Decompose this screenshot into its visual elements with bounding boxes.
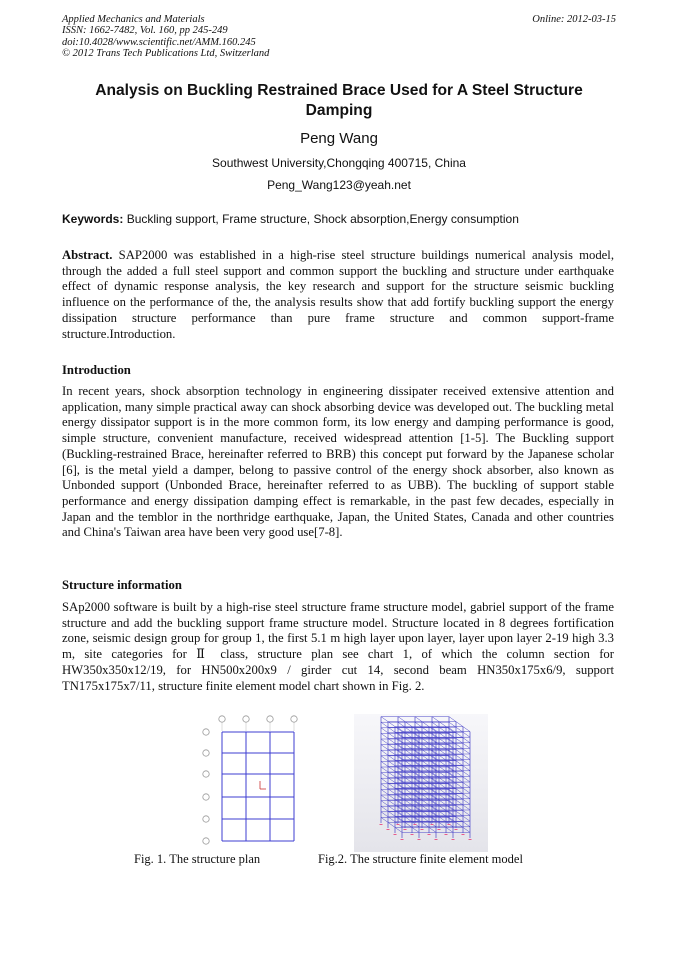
journal-header — [62, 14, 616, 60]
abstract-label: Abstract. — [62, 248, 113, 262]
axis-bubble — [203, 838, 209, 844]
doi-line: doi:10.4028/www.scientific.net/AMM.160.245 — [62, 36, 256, 48]
introduction-text: In recent years, shock absorption technology in engineering dissipater received extensive attention and application, many simple practical away can shock absorbing device was developed out. The buckling metal energy dissipator support is in the more common form, its low energy and damping performance is good, simple structure, convenient manufacture, received widespread attention [1-5]. The Buckling support (Buckling-restrained Brace, hereinafter referred to BRB) this concept put forward by the Japanese scholar [6], is the metal yield a damper, belong to passive control of the energy shock absorber, also known as Unbonded support (Unbonded Brace, hereinafter referred to as UBB). The buckling of support stable performance and energy dissipation damping effect is remarkable, in the past few decades, especially in Japan and the temblor in the northridge earthquake, Japan, the United States, Canada and other countries and China's Taiwan area have been very good use[7-8]. — [62, 384, 614, 540]
origin-marker — [260, 781, 266, 789]
figure-2-caption: Fig.2. The structure finite element model — [318, 852, 523, 866]
axis-bubble — [203, 729, 209, 735]
axis-bubbles-left — [203, 729, 209, 844]
axis-bubble — [267, 716, 273, 722]
axis-bubble — [203, 794, 209, 800]
author-affiliation: Southwest University,Chongqing 400715, China — [212, 156, 466, 170]
axis-bubble — [219, 716, 225, 722]
copyright-line: © 2012 Trans Tech Publications Ltd, Switzerland — [62, 48, 270, 60]
abstract — [62, 248, 614, 342]
finite-element-model-figure — [354, 714, 488, 852]
axis-bubbles-top — [219, 716, 297, 731]
structure-heading: Structure information — [62, 578, 182, 592]
title-line-1: Analysis on Buckling Restrained Brace Used for A Steel Structure — [95, 82, 583, 99]
issn-line: ISSN: 1662-7482, Vol. 160, pp 245-249 — [62, 25, 228, 37]
title-line-2: Damping — [305, 102, 373, 119]
paper-title — [62, 81, 616, 121]
author-name: Peng Wang — [300, 130, 378, 147]
keywords-label: Keywords: — [62, 212, 124, 226]
abstract-text: SAP2000 was established in a high-rise steel structure buildings numerical analysis model, through the added a full steel support and common support the buckling and structure under earthquake effect of dynamic response analysis, the key research and support for the structure seismic buckling influence on the performance of the, the analysis results show that add fortify buckling support the energy dissipation structure performance than pure frame structure and common support-frame structure.Introduction. — [62, 248, 615, 341]
keywords-text: Buckling support, Frame structure, Shock absorption,Energy consumption — [126, 212, 519, 226]
figure-1-caption: Fig. 1. The structure plan — [134, 852, 261, 866]
journal-name: Applied Mechanics and Materials — [62, 14, 205, 25]
axis-bubble — [203, 816, 209, 822]
keywords — [62, 212, 616, 226]
introduction-heading: Introduction — [62, 363, 131, 377]
axis-bubble — [243, 716, 249, 722]
author-email: Peng_Wang123@yeah.net — [267, 178, 411, 192]
online-date: Online: 2012-03-15 — [532, 14, 616, 25]
structure-text: SAp2000 software is built by a high-rise steel structure frame structure model, gabriel support of the frame structure and add the buckling support frame structure model. Structure located in 8 degrees fortification zone, seismic design group for group 1, the first 5.1 m high layer upon layer, layer upon layer 2-19 high 3.3 m, site categories for Ⅱ class, structure plan see chart 1, of which the column section for HW350x350x12/19, for HN500x200x9 / girder cut 14, second beam HN350x175x6/9, support TN175x175x7/11, structure finite element model chart shown in Fig. 2. — [62, 600, 614, 693]
plan-grid — [222, 732, 294, 841]
axis-bubble — [291, 716, 297, 722]
axis-bubble — [203, 750, 209, 756]
structure-plan-figure — [198, 713, 310, 845]
axis-bubble — [203, 771, 209, 777]
